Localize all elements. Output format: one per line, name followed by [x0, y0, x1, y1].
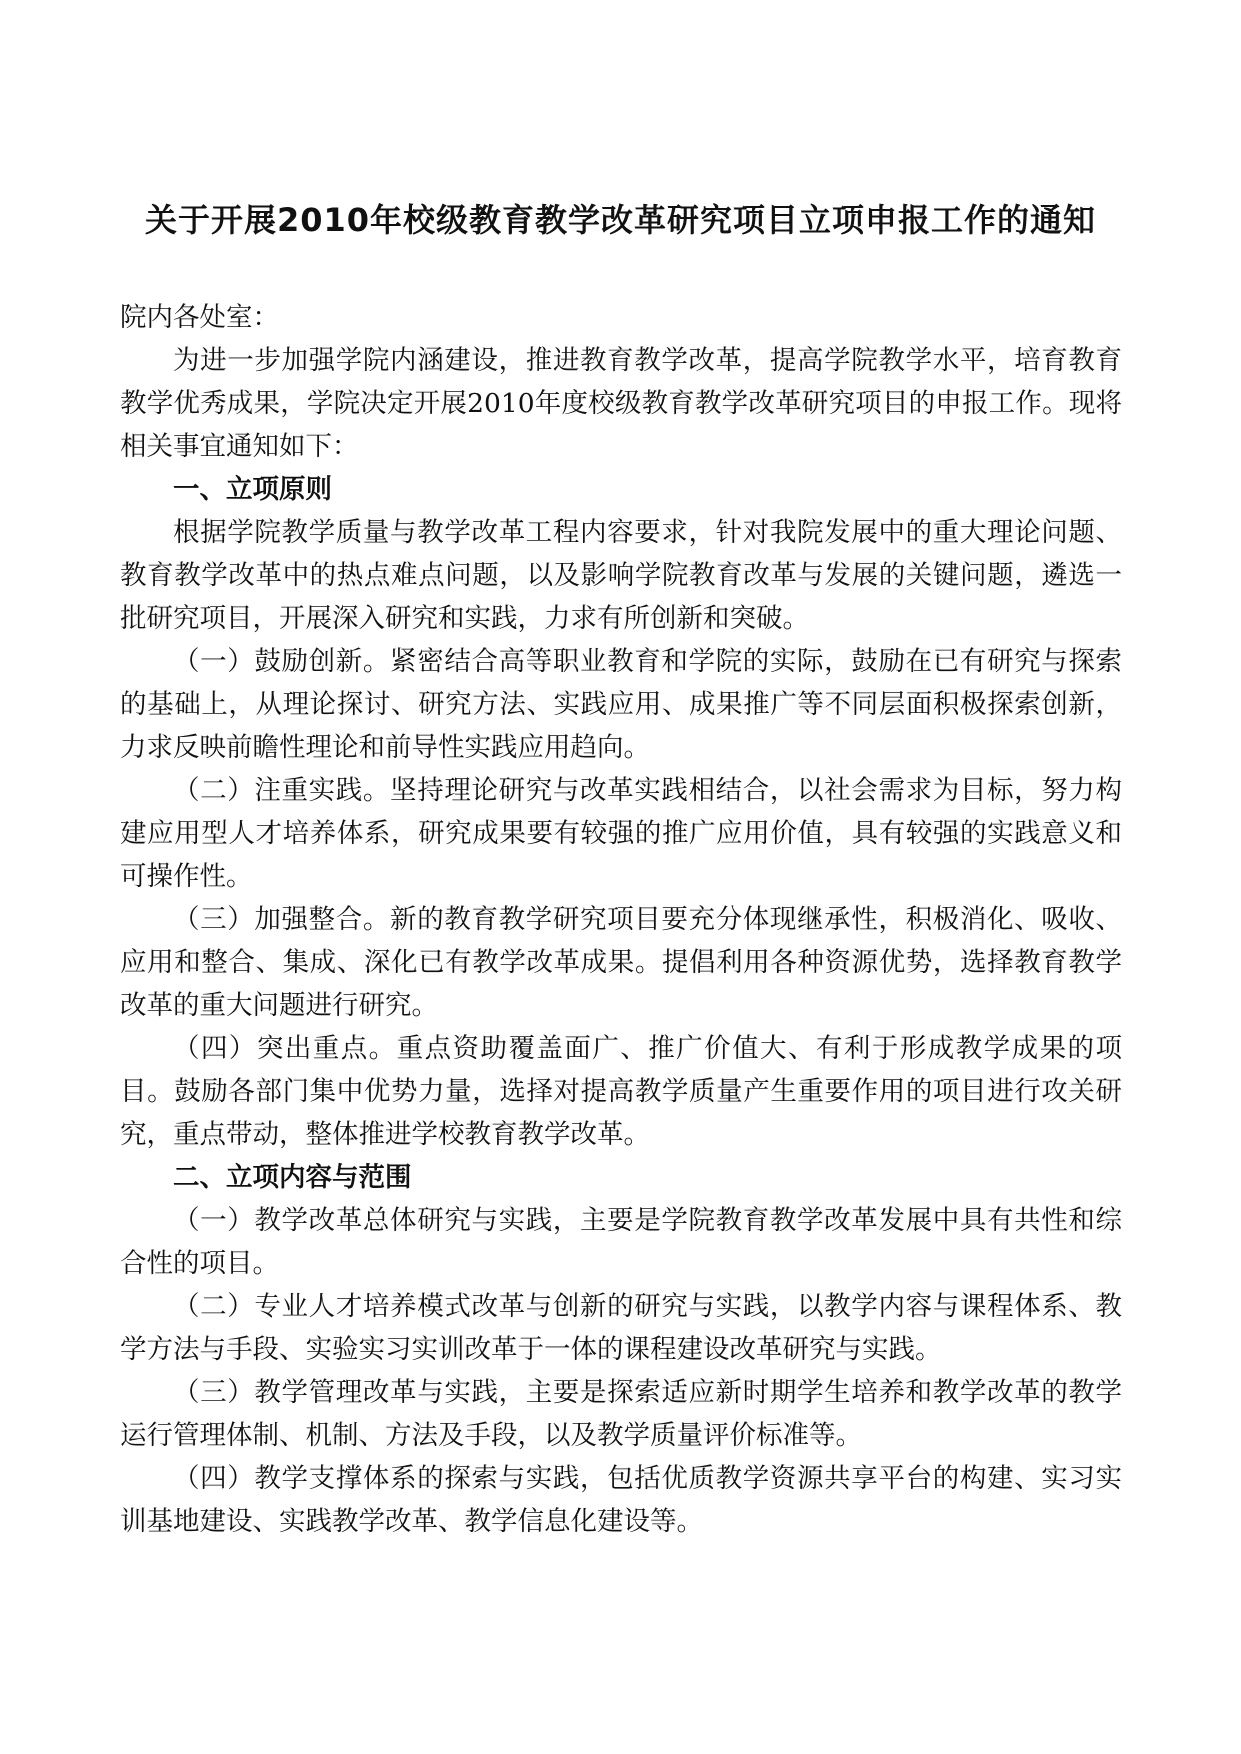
document-body: [120, 296, 1122, 1543]
principle-item: （三）加强整合。新的教育教学研究项目要充分体现继承性，积极消化、吸收、应用和整合、集成、深化已有教学改革成果。提倡利用各种资源优势，选择教育教学改革的重大问题进行研究。: [120, 904, 1122, 1021]
principle-item: （一）鼓励创新。紧密结合高等职业教育和学院的实际，鼓励在已有研究与探索的基础上，从理论探讨、研究方法、实践应用、成果推广等不同层面积极探索创新，力求反映前瞻性理论和前导性实践应用趋向。: [120, 646, 1122, 763]
salutation: 院内各处室：: [120, 302, 279, 333]
section-heading-scope: 二、立项内容与范围: [173, 1162, 412, 1193]
principles-lead-paragraph: 根据学院教学质量与教学改革工程内容要求，针对我院发展中的重大理论问题、教育教学改革中的热点难点问题，以及影响学院教育改革与发展的关键问题，遴选一批研究项目，开展深入研究和实践，力求有所创新和突破。: [120, 517, 1122, 634]
scope-item: （一）教学改革总体研究与实践，主要是学院教育教学改革发展中具有共性和综合性的项目。: [120, 1205, 1122, 1279]
scope-item: （三）教学管理改革与实践，主要是探索适应新时期学生培养和教学改革的教学运行管理体制、机制、方法及手段，以及教学质量评价标准等。: [120, 1377, 1122, 1451]
principle-item: （四）突出重点。重点资助覆盖面广、推广价值大、有利于形成教学成果的项目。鼓励各部门集中优势力量，选择对提高教学质量产生重要作用的项目进行攻关研究，重点带动，整体推进学校教育教学改革。: [120, 1033, 1122, 1150]
scope-item: （二）专业人才培养模式改革与创新的研究与实践，以教学内容与课程体系、教学方法与手段、实验实习实训改革于一体的课程建设改革研究与实践。: [120, 1291, 1122, 1365]
document-title: 关于开展2010年校级教育教学改革研究项目立项申报工作的通知: [144, 201, 1097, 239]
section-heading-principles: 一、立项原则: [173, 474, 332, 505]
principle-item: （二）注重实践。坚持理论研究与改革实践相结合，以社会需求为目标，努力构建应用型人才培养体系，研究成果要有较强的推广应用价值，具有较强的实践意义和可操作性。: [120, 775, 1122, 892]
intro-paragraph: 为进一步加强学院内涵建设，推进教育教学改革，提高学院教学水平，培育教育教学优秀成果，学院决定开展2010年度校级教育教学改革研究项目的申报工作。现将相关事宜通知如下：: [120, 345, 1122, 462]
scope-item: （四）教学支撑体系的探索与实践，包括优质教学资源共享平台的构建、实习实训基地建设、实践教学改革、教学信息化建设等。: [120, 1463, 1122, 1537]
